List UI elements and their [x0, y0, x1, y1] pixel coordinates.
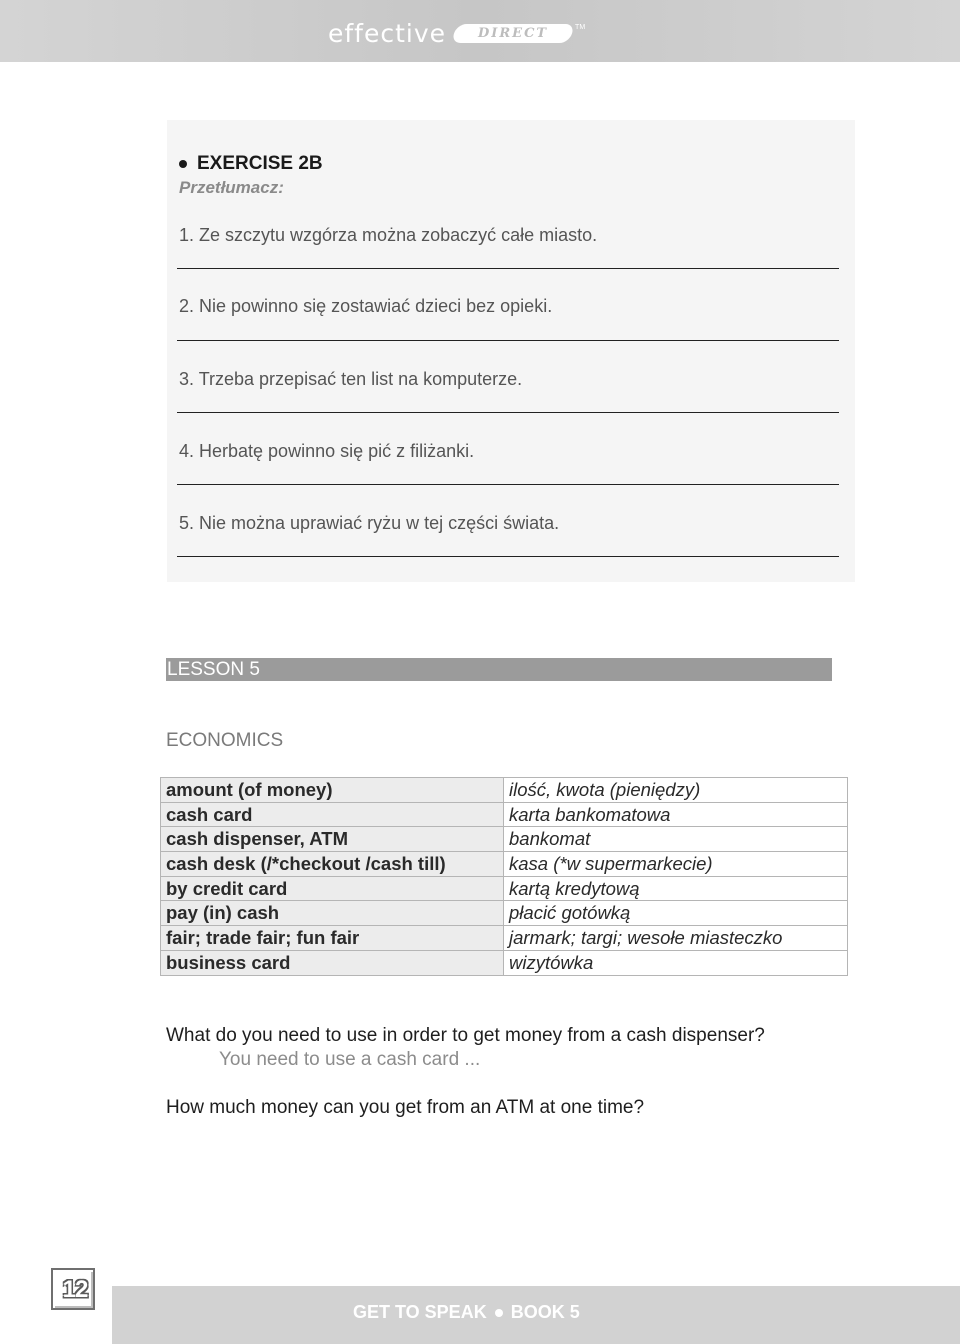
vocab-english: business card: [161, 950, 504, 975]
vocab-polish: płacić gotówką: [504, 901, 848, 926]
answer-line[interactable]: [177, 484, 839, 485]
table-row: [161, 778, 848, 803]
vocab-english: amount (of money): [161, 778, 504, 803]
answer-line[interactable]: [177, 556, 839, 557]
vocab-english: cash dispenser, ATM: [161, 827, 504, 852]
table-row: [161, 876, 848, 901]
trademark-mark: TM: [575, 24, 586, 31]
answer-line[interactable]: [177, 412, 839, 413]
brand-wordmark: effective: [328, 18, 447, 48]
exercise-instruction: Przetłumacz:: [179, 178, 284, 197]
exercise-sentence: 3. Trzeba przepisać ten list na komputerze.: [179, 369, 523, 389]
exercise-sentence: 4. Herbatę powinno się pić z filiżanki.: [179, 441, 475, 461]
table-row: [161, 901, 848, 926]
vocabulary-table: [160, 777, 848, 976]
table-row: [161, 926, 848, 951]
footer-series: [353, 1302, 580, 1323]
discussion-question: What do you need to use in order to get money from a cash dispenser?: [166, 1025, 765, 1046]
lesson-label: LESSON 5: [167, 659, 260, 680]
header-bar: [0, 0, 960, 62]
brand-badge-label: DIRECT: [478, 25, 549, 41]
exercise-box: [167, 120, 855, 582]
discussion-question: How much money can you get from an ATM at one time?: [166, 1097, 645, 1118]
table-row: [161, 827, 848, 852]
vocab-english: cash desk (/*checkout /cash till): [161, 852, 504, 877]
vocab-polish: ilość, kwota (pieniędzy): [504, 778, 848, 803]
exercise-sentence: 2. Nie powinno się zostawiać dzieci bez opieki.: [179, 296, 553, 316]
exercise-title-text: EXERCISE 2B: [197, 153, 323, 174]
brand-badge: [451, 24, 575, 43]
sample-answer: You need to use a cash card ...: [219, 1049, 481, 1070]
vocab-polish: bankomat: [504, 827, 848, 852]
bullet-icon: [495, 1309, 503, 1317]
vocab-english: fair; trade fair; fun fair: [161, 926, 504, 951]
vocab-polish: wizytówka: [504, 950, 848, 975]
answer-line[interactable]: [177, 268, 839, 269]
lesson-bar: [166, 658, 832, 681]
page-number: 12: [62, 1276, 88, 1303]
answer-line[interactable]: [177, 340, 839, 341]
exercise-sentence: 1. Ze szczytu wzgórza można zobaczyć całe miasto.: [179, 225, 598, 245]
vocab-polish: karta bankomatowa: [504, 802, 848, 827]
vocab-polish: jarmark; targi; wesołe miasteczko: [504, 926, 848, 951]
vocab-polish: kasa (*w supermarkecie): [504, 852, 848, 877]
vocab-english: cash card: [161, 802, 504, 827]
bullet-icon: [179, 160, 187, 168]
brand-logo: [328, 18, 585, 48]
table-row: [161, 802, 848, 827]
series-title: GET TO SPEAK: [353, 1302, 487, 1322]
exercise-title: [179, 153, 323, 175]
section-heading: ECONOMICS: [166, 730, 284, 751]
vocab-english: by credit card: [161, 876, 504, 901]
exercise-sentence: 5. Nie można uprawiać ryżu w tej części świata.: [179, 513, 560, 533]
table-row: [161, 852, 848, 877]
vocab-polish: kartą kredytową: [504, 876, 848, 901]
book-label: BOOK 5: [510, 1302, 580, 1322]
table-row: [161, 950, 848, 975]
vocab-english: pay (in) cash: [161, 901, 504, 926]
